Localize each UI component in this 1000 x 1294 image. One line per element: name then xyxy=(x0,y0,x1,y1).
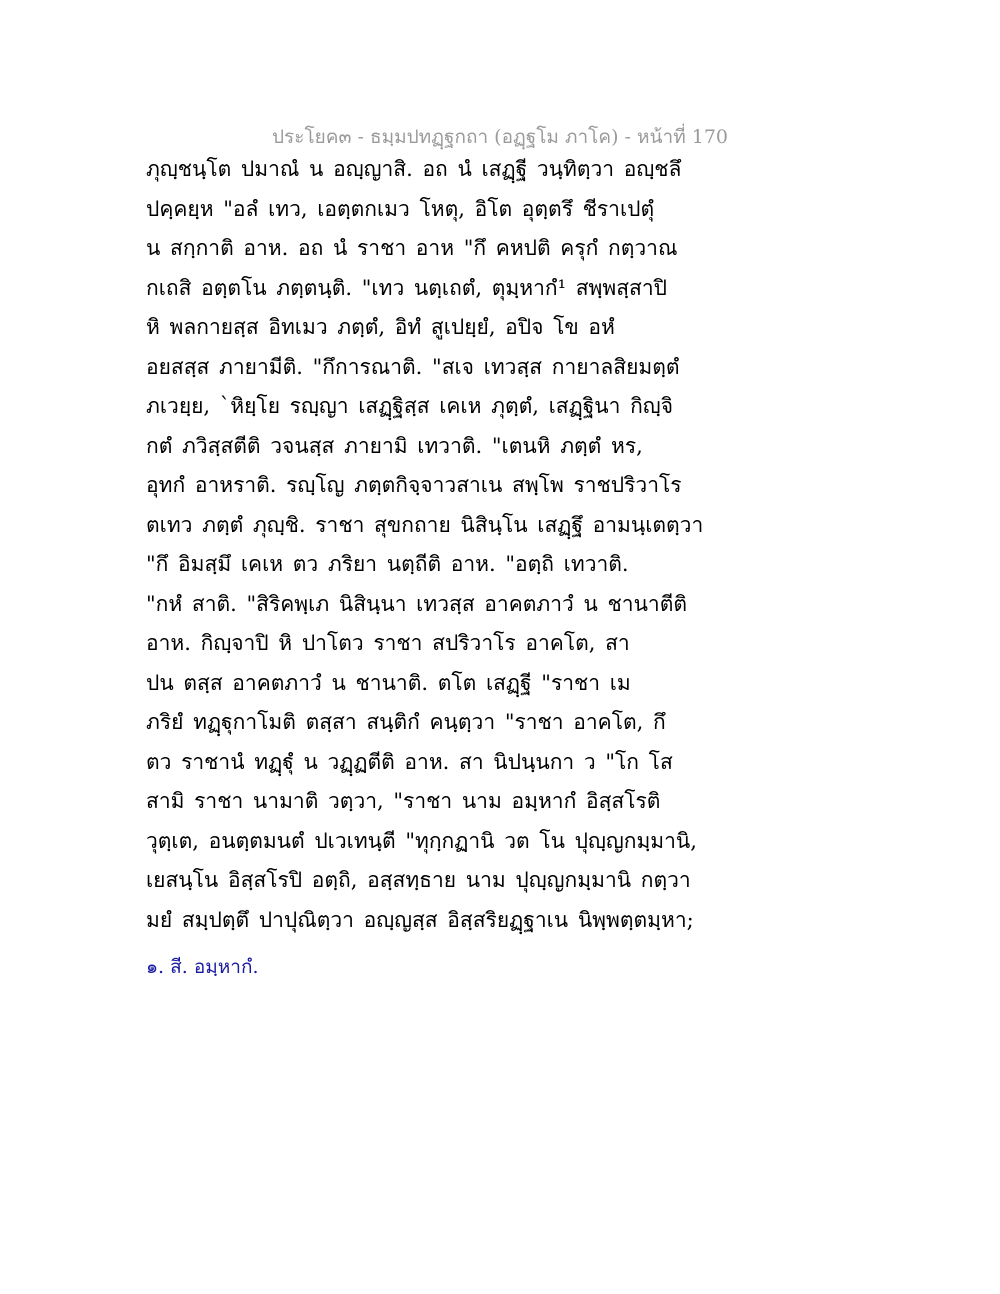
text-line: กเถสิ อตฺตโน ภตฺตนฺติ. "เทว นตฺเถตํ, ตุมฺหากํ¹ สพฺพสฺสาปิ xyxy=(146,275,667,300)
text-line: มยํ สมฺปตฺตึ ปาปุณิตฺวา อญฺญสฺส อิสฺสริยฏฺฐาเน นิพฺพตฺตมฺหา; xyxy=(146,907,694,932)
footnote: ๑. สี. อมฺหากํ. xyxy=(146,956,259,978)
text-line: เยสนฺโน อิสฺสโรปิ อตฺถิ, อสฺสทฺธาย นาม ปุญฺญกมฺมานิ กตฺวา xyxy=(146,868,691,892)
text-line: ภเวยฺย, `หิยฺโย รญฺญา เสฏฺฐิสฺส เคเห ภุตฺตํ, เสฏฺฐินา กิญฺจิ xyxy=(146,394,674,418)
text-line: น สกฺกาติ อาห. อถ นํ ราชา อาห "กึ คหปติ ครุกํ กตฺวาณ xyxy=(146,236,678,260)
text-line: วุตฺเต, อนตฺตมนตํ ปเวเทนฺตี "ทุกฺกฏานิ วต โน ปุญฺญกมฺมานิ, xyxy=(146,828,697,853)
text-line: ตเทว ภตฺตํ ภุญฺชิ. ราชา สุขกถาย นิสินฺโน เสฏฺฐึ อามนฺเตตฺวา xyxy=(146,512,704,537)
body-text xyxy=(146,150,706,940)
text-line: "กึ อิมสฺมึ เคเห ตว ภริยา นตฺถีติ อาห. "อตฺถิ เทวาติ. xyxy=(146,552,629,576)
text-line: กตํ ภวิสฺสตีติ วจนสฺส ภายามิ เทวาติ. "เตนหิ ภตฺตํ หร, xyxy=(146,433,643,458)
page-header: ประโยค๓ - ธมฺมปทฏฺฐกถา (อฏฺฐโม ภาโค) - หน้าที่ 170 xyxy=(271,126,729,148)
text-line: ปคฺคยฺห "อลํ เทว, เอตฺตกเมว โหตุ, อิโต อุตฺตรึ ชีราเปตุํ xyxy=(146,196,655,221)
text-line: ตว ราชานํ ทฏฺฐุํ น วฏฺฏตีติ อาห. สา นิปนฺนกา ว "โก โส xyxy=(146,749,673,774)
text-line: ปน ตสฺส อาคตภาวํ น ชานาติ. ตโต เสฏฺฐี "ราชา เม xyxy=(146,670,631,695)
text-line: อุทกํ อาหราติ. รญฺโญ ภตฺตกิจฺจาวสาเน สพฺโพ ราชปริวาโร xyxy=(146,473,682,497)
text-line: อยสสฺส ภายามีติ. "กึการณาติ. "สเจ เทวสฺส กายาลสิยมตฺตํ xyxy=(146,354,680,379)
text-line: ภริยํ ทฏฺฐุกาโมติ ตสฺสา สนฺติกํ คนฺตฺวา "ราชา อาคโต, กึ xyxy=(146,710,666,734)
text-line: อาห. กิญฺจาปิ หิ ปาโตว ราชา สปริวาโร อาคโต, สา xyxy=(146,631,630,655)
text-line: หิ พลกายสฺส อิทเมว ภตฺตํ, อิทํ สูเปยฺยํ, อปิจ โข อหํ xyxy=(146,315,615,339)
text-line: "กหํ สาติ. "สิริคพฺเภ นิสินฺนา เทวสฺส อาคตภาวํ น ชานาตีติ xyxy=(146,591,687,616)
text-line: ภุญฺชนฺโต ปมาณํ น อญฺญาสิ. อถ นํ เสฏฺฐี วนฺทิตฺวา อญฺชลึ xyxy=(146,157,682,181)
text-line: สามิ ราชา นามาติ วตฺวา, "ราชา นาม อมฺหากํ อิสฺสโรติ xyxy=(146,789,661,813)
